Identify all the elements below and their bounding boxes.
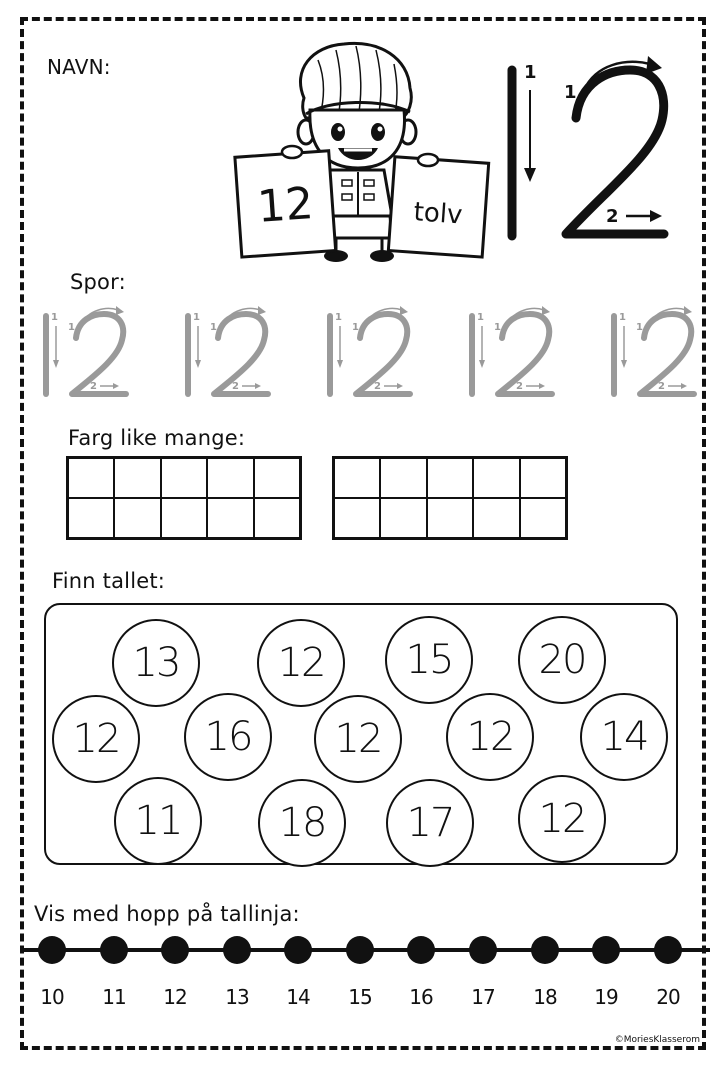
number-line-dot[interactable] <box>592 936 620 964</box>
number-circle[interactable]: 12 <box>52 695 140 783</box>
ten-frame-cell[interactable] <box>427 498 473 538</box>
ten-frame-left[interactable] <box>66 456 302 540</box>
number-circle[interactable]: 18 <box>258 779 346 867</box>
svg-text:1: 1 <box>68 322 75 333</box>
number-circle[interactable]: 12 <box>446 693 534 781</box>
svg-text:1: 1 <box>477 312 484 323</box>
copyright: ©MoriesKlasserom <box>614 1035 700 1045</box>
ten-frame-cell[interactable] <box>473 458 519 498</box>
ten-frame-cell[interactable] <box>254 498 300 538</box>
svg-text:2: 2 <box>516 381 523 392</box>
number-line-tick-label: 20 <box>656 985 680 1009</box>
number-line-tick-label: 11 <box>102 985 126 1009</box>
name-label: NAVN: <box>47 55 111 79</box>
number-line-tick-label: 16 <box>409 985 433 1009</box>
svg-text:2: 2 <box>90 381 97 392</box>
ten-frame-cell[interactable] <box>114 498 160 538</box>
find-label: Finn tallet: <box>52 569 166 593</box>
color-label: Farg like mange: <box>68 426 246 450</box>
number-line-dot[interactable] <box>407 936 435 964</box>
number-circle[interactable]: 15 <box>385 616 473 704</box>
ten-frame-cell[interactable] <box>473 498 519 538</box>
svg-text:2: 2 <box>232 381 239 392</box>
ten-frame-cell[interactable] <box>334 498 380 538</box>
number-line-tick-label: 15 <box>348 985 372 1009</box>
ten-frame-cell[interactable] <box>520 498 566 538</box>
number-line-dot[interactable] <box>531 936 559 964</box>
svg-text:1: 1 <box>210 322 217 333</box>
ten-frame-cell[interactable] <box>161 498 207 538</box>
trace-numeral-2[interactable] <box>178 302 278 402</box>
child-holding-cards-illustration <box>232 40 494 264</box>
trace-numeral-4[interactable] <box>462 302 562 402</box>
left-card-number: 12 <box>255 178 316 233</box>
ten-frame-cell[interactable] <box>68 498 114 538</box>
model-numeral-12 <box>496 50 686 250</box>
stroke-mark-1b: 1 <box>564 82 577 103</box>
number-circle[interactable]: 17 <box>386 779 474 867</box>
number-circle[interactable]: 16 <box>184 693 272 781</box>
number-line-tick-label: 19 <box>594 985 618 1009</box>
ten-frame-cell[interactable] <box>380 498 426 538</box>
number-line-dot[interactable] <box>469 936 497 964</box>
number-line-dot[interactable] <box>100 936 128 964</box>
number-line-dot[interactable] <box>284 936 312 964</box>
svg-text:2: 2 <box>658 381 665 392</box>
svg-text:1: 1 <box>51 312 58 323</box>
trace-row <box>30 302 700 402</box>
stroke-mark-1a: 1 <box>524 62 537 83</box>
svg-text:1: 1 <box>193 312 200 323</box>
number-line-dot[interactable] <box>223 936 251 964</box>
number-line-dot[interactable] <box>654 936 682 964</box>
number-line-tick-label: 14 <box>286 985 310 1009</box>
ten-frame-cell[interactable] <box>68 458 114 498</box>
ten-frame-cell[interactable] <box>114 458 160 498</box>
right-card-word: tolv <box>412 197 464 231</box>
trace-numeral-5[interactable] <box>604 302 704 402</box>
stroke-mark-2: 2 <box>606 206 619 227</box>
number-circle[interactable]: 12 <box>257 619 345 707</box>
ten-frame-cell[interactable] <box>380 458 426 498</box>
ten-frame-cell[interactable] <box>207 458 253 498</box>
trace-numeral-3[interactable] <box>320 302 420 402</box>
number-circle[interactable]: 14 <box>580 693 668 781</box>
number-line-dot[interactable] <box>161 936 189 964</box>
trace-numeral-1[interactable] <box>36 302 136 402</box>
svg-text:1: 1 <box>352 322 359 333</box>
number-circle[interactable]: 12 <box>314 695 402 783</box>
svg-text:2: 2 <box>374 381 381 392</box>
svg-text:1: 1 <box>494 322 501 333</box>
number-line-tick-label: 10 <box>40 985 64 1009</box>
ten-frame-cell[interactable] <box>520 458 566 498</box>
ten-frame-cell[interactable] <box>334 458 380 498</box>
number-line-dot[interactable] <box>38 936 66 964</box>
ten-frame-cell[interactable] <box>254 458 300 498</box>
ten-frame-right[interactable] <box>332 456 568 540</box>
svg-text:1: 1 <box>335 312 342 323</box>
number-circle[interactable]: 11 <box>114 777 202 865</box>
number-circle[interactable]: 13 <box>112 619 200 707</box>
ten-frame-cell[interactable] <box>207 498 253 538</box>
ten-frame-cell[interactable] <box>427 458 473 498</box>
number-circle[interactable]: 20 <box>518 616 606 704</box>
numberline-label: Vis med hopp på tallinja: <box>34 902 300 926</box>
ten-frame-cell[interactable] <box>161 458 207 498</box>
number-line-tick-label: 13 <box>225 985 249 1009</box>
number-circle[interactable]: 12 <box>518 775 606 863</box>
number-line-tick-label: 17 <box>471 985 495 1009</box>
number-line-dot[interactable] <box>346 936 374 964</box>
svg-text:1: 1 <box>619 312 626 323</box>
number-line-tick-label: 18 <box>533 985 557 1009</box>
trace-label: Spor: <box>70 270 126 294</box>
number-line-tick-label: 12 <box>163 985 187 1009</box>
svg-text:1: 1 <box>636 322 643 333</box>
